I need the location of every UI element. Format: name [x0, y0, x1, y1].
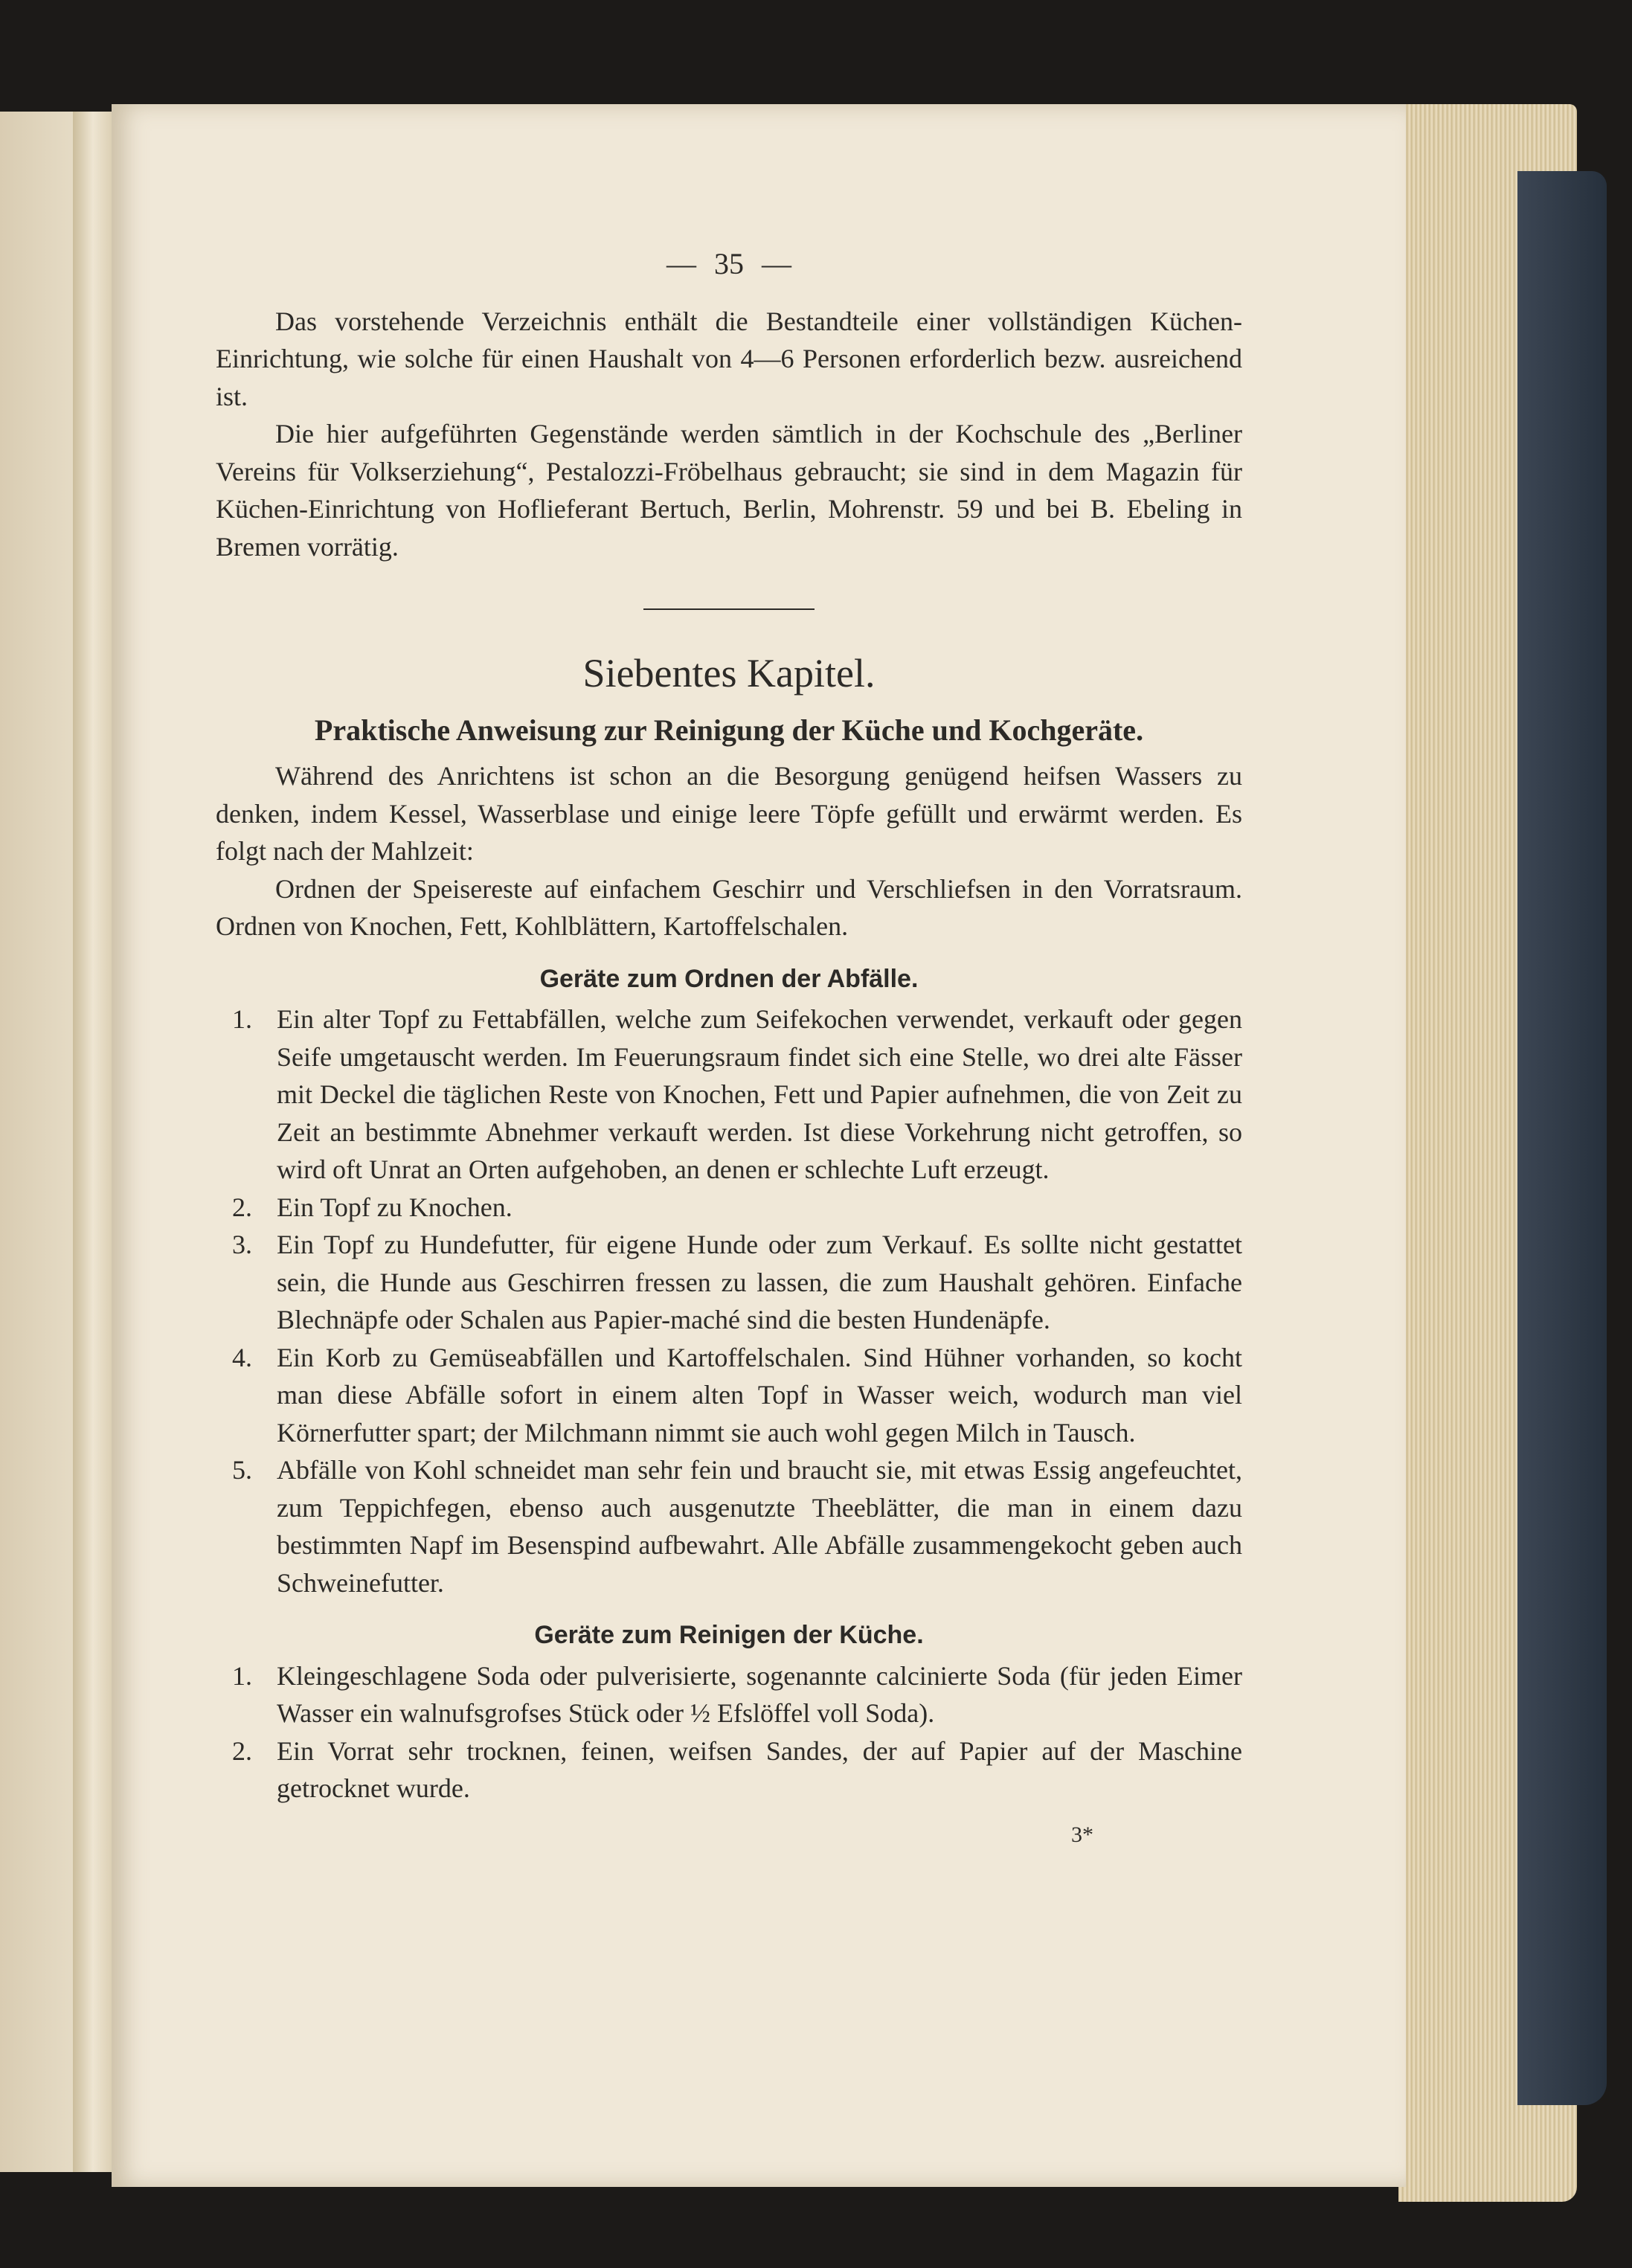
list-item-number: 3.	[232, 1230, 252, 1259]
chapter-title: Siebentes Kapitel.	[582, 651, 876, 696]
list-item	[216, 1339, 1242, 1452]
list-item	[216, 1451, 1242, 1602]
intro-paragraph-2: Die hier aufgeführten Gegenstände werden sämtlich in der Kochschule des „Berliner Vereins für Volkserziehung“, Pestalozzi-Fröbelhaus gebraucht; sie sind in dem Magazin für Küchen-Einrichtung von Hoflieferant Bertuch, Berlin, Mohrenstr. 59 und bei B. Ebeling in Bremen vorrätig.	[216, 419, 1242, 562]
section-heading-cleaning: Geräte zum Reinigen der Küche.	[534, 1621, 924, 1649]
list-item-number: 1.	[232, 1004, 252, 1034]
list-item-text: Ein alter Topf zu Fettabfällen, welche zum Seifekochen verwendet, verkauft oder gegen Seife umgetauscht werden. Im Feuerungsraum findet sich eine Stelle, wo drei alte Fässer mit Deckel die täglichen Reste von Knochen, Fett und Papier aufnehmen, die von Zeit zu Zeit an bestimmte Abnehmer verkauft werden. Ist diese Vorkehrung nicht getroffen, so wird oft Unrat an Orten aufgehoben, an denen er schlechte Luft erzeugt.	[277, 1004, 1242, 1184]
list-item-text: Ein Korb zu Gemüseabfällen und Kartoffelschalen. Sind Hühner vorhanden, so kocht man diese Abfälle sofort in einem alten Topf in Wasser weich, wodurch man viel Körnerfutter spart; der Milchmann nimmt sie auch wohl gegen Milch in Tausch.	[277, 1342, 1242, 1448]
list-item-text: Kleingeschlagene Soda oder pulverisierte, sogenannte calcinierte Soda (für jeden Eimer Wasser ein walnufsgrofses Stück oder ½ Efslöffel voll Soda).	[277, 1660, 1242, 1728]
intro-paragraph-1: Das vorstehende Verzeichnis enthält die Bestandteile einer vollständigen Küchen-Einrichtung, wie solche für einen Haushalt von 4—6 Personen erforderlich bezw. ausreichend ist.	[216, 306, 1242, 411]
page-number: — 35 —	[666, 247, 791, 280]
list-item	[216, 1000, 1242, 1189]
list-item-text: Ein Topf zu Knochen.	[277, 1192, 513, 1222]
list-item-text: Ein Vorrat sehr trocknen, feinen, weifsen Sandes, der auf Papier auf der Maschine getrocknet wurde.	[277, 1735, 1242, 1803]
list-item-text: Ein Topf zu Hundefutter, für eigene Hunde oder zum Verkauf. Es sollte nicht gestattet sein, die Hunde aus Geschirren fressen zu lassen, die zum Haushalt gehören. Einfache Blechnäpfe oder Schalen aus Papier-maché sind die besten Hundenäpfe.	[277, 1230, 1242, 1334]
list-item-number: 4.	[232, 1342, 252, 1372]
signature-mark: 3*	[1071, 1822, 1093, 1847]
book-gutter	[73, 112, 118, 2172]
list-item-number: 2.	[232, 1735, 252, 1766]
list-item	[216, 1732, 1242, 1808]
list-item	[216, 1226, 1242, 1339]
chapter-paragraph-1: Während des Anrichtens ist schon an die Besorgung genügend heifsen Wassers zu denken, indem Kessel, Wasserblase und einige leere Töpfe gefüllt und erwärmt werden. Es folgt nach der Mahlzeit:	[216, 761, 1242, 866]
book-cover	[1517, 171, 1607, 2105]
list-item	[216, 1189, 1242, 1227]
chapter-subtitle: Praktische Anweisung zur Reinigung der Küche und Kochgeräte.	[314, 713, 1144, 747]
list-item-number: 2.	[232, 1192, 252, 1222]
list-item-number: 1.	[232, 1660, 252, 1691]
list-item-text: Abfälle von Kohl schneidet man sehr fein und braucht sie, mit etwas Essig angefeuchtet, zum Teppichfegen, ebenso auch ausgenutzte Theeblätter, die man in einem dazu bestimmten Napf im Besenspind aufbewahrt. Alle Abfälle zusammengekocht geben auch Schweinefutter.	[277, 1455, 1242, 1598]
section-heading-waste: Geräte zum Ordnen der Abfälle.	[539, 964, 919, 993]
chapter-paragraph-2: Ordnen der Speisereste auf einfachem Geschirr und Verschliefsen in den Vorratsraum. Ordnen von Knochen, Fett, Kohlblättern, Kartoffelschalen.	[216, 873, 1242, 941]
page-content	[216, 245, 1242, 1854]
section-divider	[643, 608, 815, 610]
list-item	[216, 1657, 1242, 1732]
list-item-number: 5.	[232, 1455, 252, 1485]
